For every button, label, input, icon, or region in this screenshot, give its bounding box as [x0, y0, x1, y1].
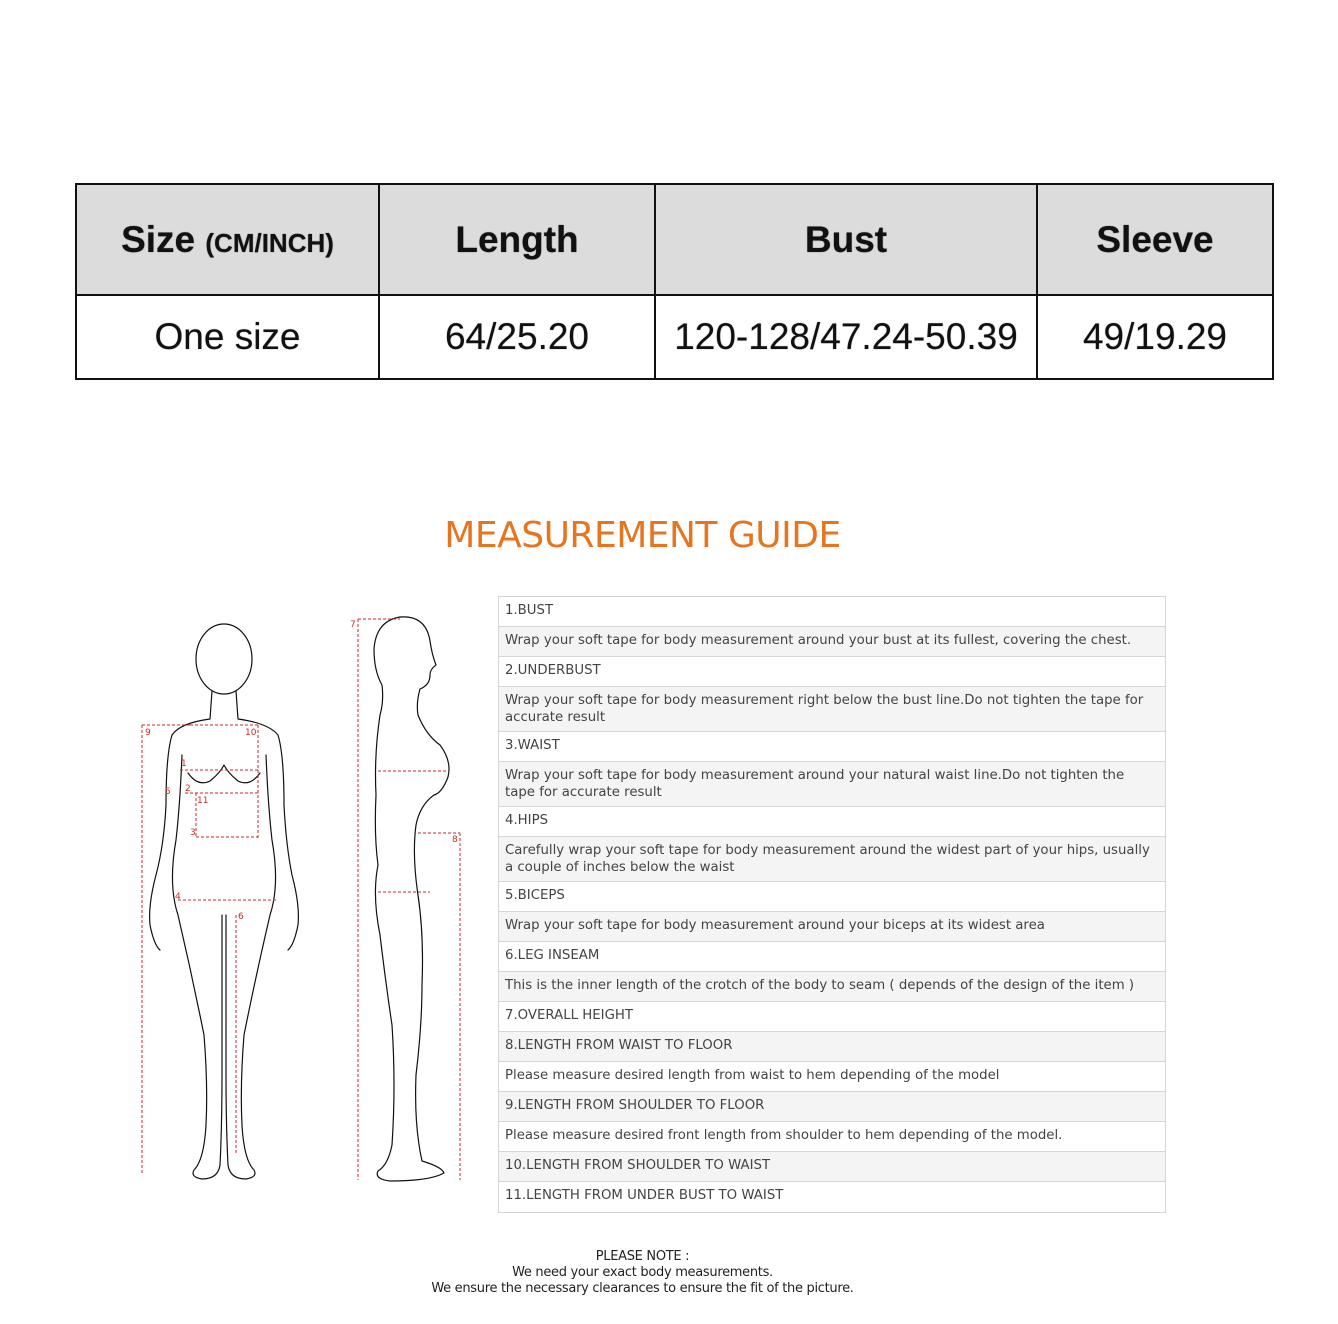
cell-sleeve: 49/19.29	[1037, 295, 1273, 379]
cell-size: One size	[76, 295, 379, 379]
header-size-label: Size	[121, 218, 196, 260]
guide-row-underbust: 2.UNDERBUST	[499, 657, 1165, 687]
guide-row-biceps-desc: Wrap your soft tape for body measurement around your biceps at its widest area	[499, 912, 1165, 942]
marker-5: 5	[165, 787, 171, 797]
size-table	[75, 183, 1274, 380]
cell-bust: 120-128/47.24-50.39	[655, 295, 1037, 379]
marker-3: 3	[190, 828, 196, 838]
guide-row-bust-desc: Wrap your soft tape for body measurement around your bust at its fullest, covering the chest.	[499, 627, 1165, 657]
header-bust: Bust	[655, 184, 1037, 295]
side-figure	[374, 617, 449, 1181]
note-line-1: We need your exact body measurements.	[512, 1265, 773, 1280]
marker-6: 6	[238, 912, 244, 922]
marker-9: 9	[145, 728, 151, 738]
guide-row-waist-to-floor-desc: Please measure desired length from waist to hem depending of the model	[499, 1062, 1165, 1092]
guide-row-shoulder-to-waist: 10.LENGTH FROM SHOULDER TO WAIST	[499, 1152, 1165, 1182]
guide-row-bust: 1.BUST	[499, 597, 1165, 627]
cell-length: 64/25.20	[379, 295, 655, 379]
guide-row-waist-to-floor: 8.LENGTH FROM WAIST TO FLOOR	[499, 1032, 1165, 1062]
note-line-2: We ensure the necessary clearances to ensure the fit of the picture.	[431, 1281, 854, 1296]
front-figure	[150, 624, 299, 1179]
guide-row-hips: 4.HIPS	[499, 807, 1165, 837]
header-sleeve: Sleeve	[1037, 184, 1273, 295]
guide-row-underbust-desc: Wrap your soft tape for body measurement right below the bust line.Do not tighten the tape for accurate result	[499, 687, 1165, 732]
marker-7: 7	[350, 620, 356, 630]
guide-row-biceps: 5.BICEPS	[499, 882, 1165, 912]
size-table-row	[76, 295, 1273, 379]
note-heading: PLEASE NOTE :	[595, 1249, 690, 1264]
figure-number-labels	[145, 620, 458, 922]
guide-row-hips-desc: Carefully wrap your soft tape for body measurement around the widest part of your hips, usually a couple of inches below the waist	[499, 837, 1165, 882]
guide-row-shoulder-to-floor: 9.LENGTH FROM SHOULDER TO FLOOR	[499, 1092, 1165, 1122]
please-note	[0, 1249, 1285, 1297]
guide-row-leg-inseam-desc: This is the inner length of the crotch of the body to seam ( depends of the design of the item )	[499, 972, 1165, 1002]
guide-row-underbust-to-waist: 11.LENGTH FROM UNDER BUST TO WAIST	[499, 1182, 1165, 1212]
guide-row-waist: 3.WAIST	[499, 732, 1165, 762]
marker-8: 8	[452, 835, 458, 845]
guide-title: MEASUREMENT GUIDE	[444, 515, 841, 556]
header-size-unit: (CM/INCH)	[205, 227, 334, 258]
header-length: Length	[379, 184, 655, 295]
guide-row-leg-inseam: 6.LEG INSEAM	[499, 942, 1165, 972]
marker-4: 4	[175, 892, 181, 902]
guide-row-overall-height: 7.OVERALL HEIGHT	[499, 1002, 1165, 1032]
measurement-guide-list	[498, 596, 1166, 1213]
marker-1: 1	[181, 759, 187, 769]
guide-row-shoulder-to-floor-desc: Please measure desired front length from shoulder to hem depending of the model.	[499, 1122, 1165, 1152]
size-table-header-row	[76, 184, 1273, 295]
body-figures-svg	[130, 605, 475, 1195]
marker-11: 11	[197, 796, 209, 806]
body-figures	[130, 605, 475, 1195]
guide-row-waist-desc: Wrap your soft tape for body measurement around your natural waist line.Do not tighten the tape for accurate result	[499, 762, 1165, 807]
marker-10: 10	[245, 728, 257, 738]
header-size	[76, 184, 379, 295]
marker-2: 2	[185, 784, 191, 794]
